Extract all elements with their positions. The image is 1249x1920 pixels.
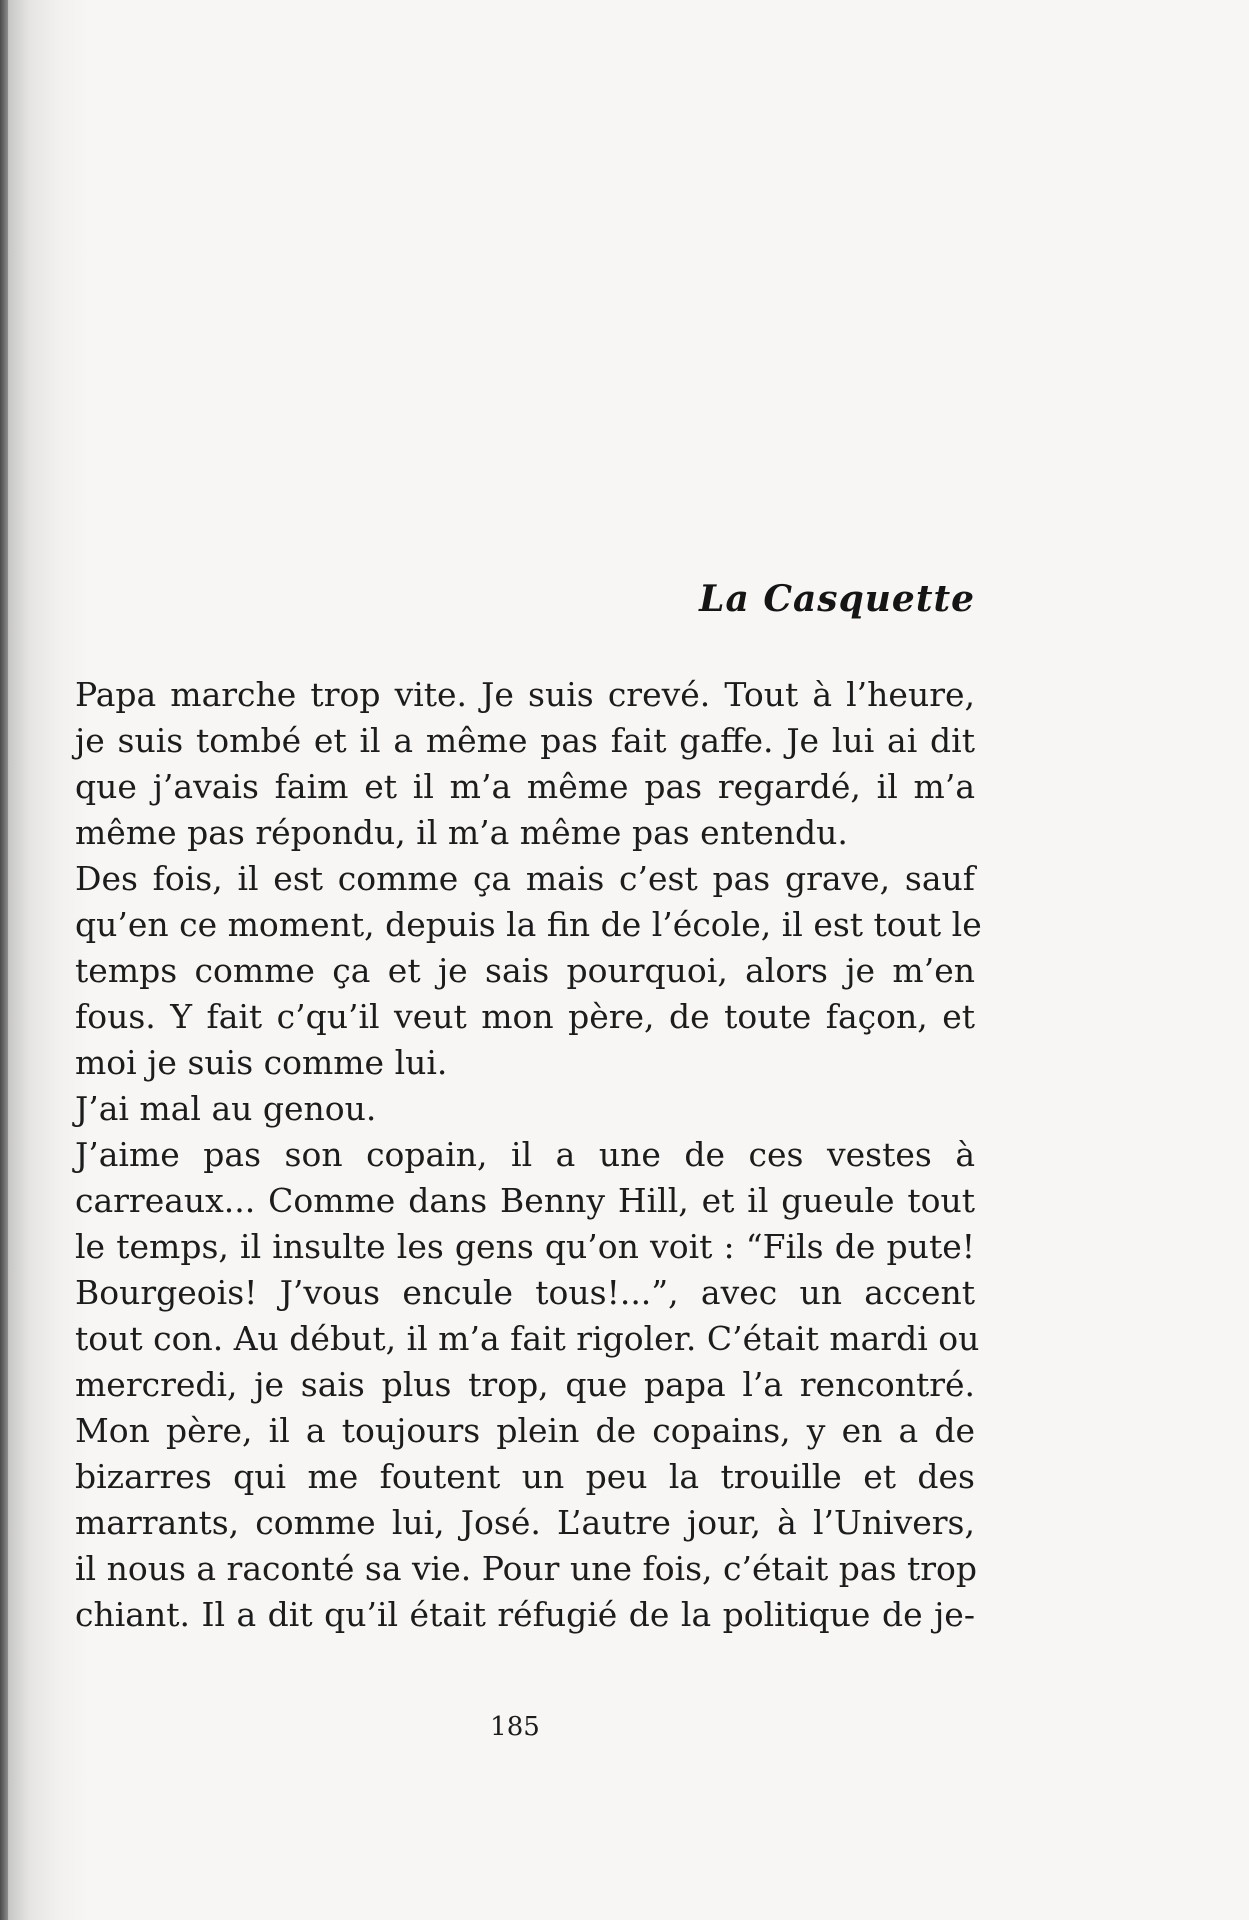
text-line: Des fois, il est comme ça mais c’est pas grave, sauf bbox=[75, 859, 975, 898]
text-line: marrants, comme lui, José. L’autre jour, à l’Univers, bbox=[75, 1503, 975, 1542]
text-line: carreaux... Comme dans Benny Hill, et il gueule tout bbox=[75, 1181, 975, 1220]
text-line: il nous a raconté sa vie. Pour une fois, c’était pas trop bbox=[75, 1549, 978, 1588]
text-line: le temps, il insulte les gens qu’on voit : “Fils de pute! bbox=[75, 1227, 975, 1266]
body-text bbox=[75, 672, 982, 1638]
text-line: tout con. Au début, il m’a fait rigoler. C’était mardi ou bbox=[75, 1319, 980, 1358]
text-line: que j’avais faim et il m’a même pas regardé, il m’a bbox=[75, 767, 975, 806]
text-line: je suis tombé et il a même pas fait gaffe. Je lui ai dit bbox=[75, 721, 975, 760]
text-line: même pas répondu, il m’a même pas entendu. bbox=[75, 813, 848, 852]
text-line: Mon père, il a toujours plein de copains, y en a de bbox=[75, 1411, 975, 1450]
text-line: mercredi, je sais plus trop, que papa l’a rencontré. bbox=[75, 1365, 975, 1404]
page-number: 185 bbox=[490, 1712, 540, 1742]
text-line: J’aime pas son copain, il a une de ces vestes à bbox=[75, 1135, 975, 1174]
text-line: fous. Y fait c’qu’il veut mon père, de toute façon, et bbox=[75, 997, 975, 1036]
text-line: Papa marche trop vite. Je suis crevé. Tout à l’heure, bbox=[75, 675, 975, 714]
text-line: temps comme ça et je sais pourquoi, alors je m’en bbox=[75, 951, 975, 990]
text-line: chiant. Il a dit qu’il était réfugié de la politique de je- bbox=[75, 1595, 975, 1634]
text-line: J’ai mal au genou. bbox=[75, 1089, 377, 1128]
text-line: bizarres qui me foutent un peu la trouille et des bbox=[75, 1457, 975, 1496]
page-binding-edge bbox=[0, 0, 8, 1920]
text-line: qu’en ce moment, depuis la fin de l’école, il est tout le bbox=[75, 905, 982, 944]
text-line: moi je suis comme lui. bbox=[75, 1043, 448, 1082]
chapter-title: La Casquette bbox=[699, 578, 975, 620]
text-line: Bourgeois! J’vous encule tous!...”, avec un accent bbox=[75, 1273, 975, 1312]
